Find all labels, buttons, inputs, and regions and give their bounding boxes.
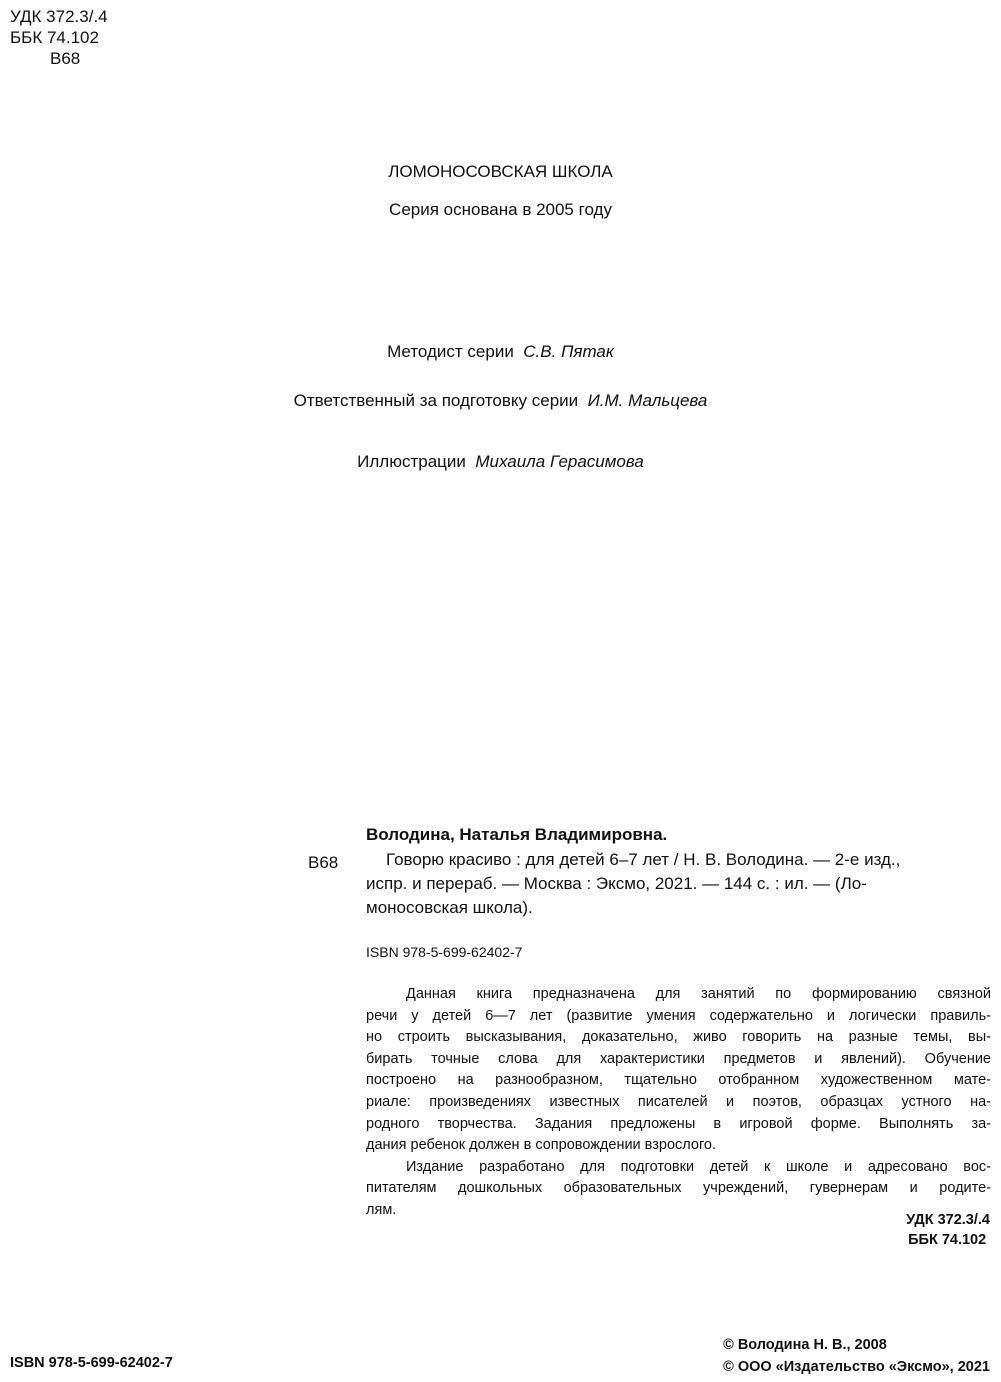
bibliography-line: моносовская школа). [366,898,533,917]
bibliography-line: Говорю красиво : для детей 6–7 лет / Н. В. Володина. — 2-е изд., [386,850,901,869]
credit-role: Иллюстрации [357,452,466,471]
credit-methodist [0,342,1001,362]
bbk-code: ББК 74.102 [10,28,99,47]
annotation-line: Издание разработано для подготовки детей к школе и адресовано вос- [406,1158,991,1175]
credit-role: Методист серии [387,342,514,361]
classification-codes-bottom [906,1210,990,1250]
bibliography-description [366,848,991,920]
bibliography-author: Володина, Наталья Владимировна. [366,825,668,844]
annotation-line: питателям дошкольных образовательных учреждений, гувернерам и родите- [366,1180,991,1197]
bibliography-mark: В68 [308,853,339,872]
credit-responsible [0,391,1001,411]
annotation-line: построено на разнообразном, тщательно отобранном художественном мате- [366,1072,991,1089]
annotation-line: лям. [366,1201,397,1218]
credit-role: Ответственный за подготовку серии [293,391,579,410]
annotation-line: но строить высказывания, доказательно, живо говорить на разные темы, вы- [366,1029,991,1046]
copyright-author: © Володина Н. В., 2008 [723,1337,887,1353]
annotation-line: речи у детей 6—7 лет (развитие умения содержательно и логически правиль- [366,1007,991,1024]
series-title: ЛОМОНОСОВСКАЯ ШКОЛА [388,162,613,181]
classification-codes-top [10,6,108,69]
credit-person: С.В. Пятак [523,342,614,361]
udk-code: УДК 372.3/.4 [906,1212,990,1228]
annotation-line: Данная книга предназначена для занятий по формированию связной [406,986,991,1002]
annotation-line: дания ребенок должен в сопровождении взрослого. [366,1137,717,1154]
credit-illustrations [0,452,1001,472]
series-founded: Серия основана в 2005 году [389,200,612,219]
annotation-line: риале: произведениях известных писателей и поэтов, образцах устного на- [366,1093,991,1110]
isbn-bottom: ISBN 978-5-699-62402-7 [10,1355,173,1371]
bbk-code: ББК 74.102 [908,1232,987,1248]
udk-code: УДК 372.3/.4 [10,7,108,26]
annotation-line: бирать точные слова для характеристики предметов и явлений). Обучение [366,1050,991,1067]
credit-person: Михаила Герасимова [475,452,644,471]
copyright-block [723,1334,990,1378]
annotation [366,984,991,1222]
credit-person: И.М. Мальцева [587,391,708,410]
isbn-main: ISBN 978-5-699-62402-7 [366,944,523,960]
author-mark: В68 [50,49,81,68]
bibliography-line: испр. и перераб. — Москва : Эксмо, 2021. — 144 с. : ил. — (Ло- [366,874,867,893]
copyright-publisher: © ООО «Издательство «Эксмо», 2021 [723,1359,990,1375]
annotation-line: родного творчества. Задания предложены в игровой форме. Выполнять за- [366,1115,991,1132]
